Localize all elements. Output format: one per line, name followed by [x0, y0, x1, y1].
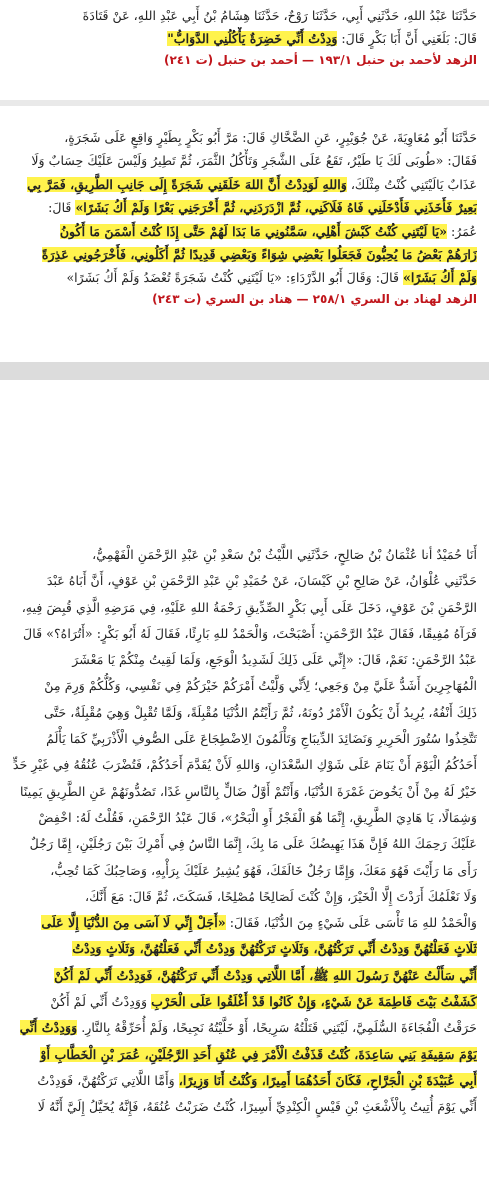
line-text: ذَلِكَ أَنْفُهُ، يُرِيدُ أَنْ يَكُونَ الْأَمْرُ دُونَهُ، ثُمَّ رَأَيْتُمُ الدُّنْيَا مُقْبِلَةً، وَلَمَّا تُقْبِلْ وَهِيَ مُقْبِلَةٌ، حَتَّى — [43, 704, 477, 720]
text-line — [12, 542, 477, 568]
line-text: الْمُهَاجِرِينَ أَشَدُّ عَلَيَّ مِنْ وَجَعِي؛ لِأَنِّي وَلَّيْتُ أَمْرَكُمْ خَيْرَكُمْ فِي نَفْسِي، وَكُلُّكُمْ وَرِمَ مِنْ — [44, 678, 477, 694]
line-text: عَذَابٌ يَالَيْتَنِي كُنْتُ مِثْلَكَ، — [346, 176, 477, 192]
highlighted-text: وَوَدِدْتُ أَنِّي — [19, 1020, 78, 1036]
excerpt-2-source: الزهد لهناد بن السري ٢٥٨/١ — هناد بن السري (ت ٢٤٣) — [152, 291, 477, 306]
text-line — [12, 647, 477, 673]
highlighted-text: يَوْمَ سَقِيفَةِ بَنِي سَاعِدَةَ، كُنْتُ قَذَفْتُ الْأَمْرَ فِي عُنُقِ أَحَدِ الرَّجُلَيْنِ، عُمَرَ بْنِ الْخَطَّابِ أَوْ — [40, 1046, 477, 1062]
divider — [0, 362, 489, 380]
text-line — [12, 831, 477, 857]
line-text: قَالَ: — [48, 200, 76, 216]
text-line — [12, 149, 477, 172]
line-text: خَيْرٌ لَهُ مِنْ أَنْ يَخُوضَ غَمْرَةَ الدُّنْيَا، وَأَنْتُمْ أَوَّلُ ضَالٍّ بِالنَّاسِ غَدًا، تَصُدُّونَهُمْ عَنِ الطَّرِيقِ يَمِينًا — [20, 783, 477, 799]
text-line — [12, 752, 477, 778]
highlighted-text: وَاللهِ لَوَدِدْتُ أَنَّ اللهَ خَلَقَنِي شَجَرَةً إِلَى جَانِبِ الطَّرِيقِ، فَمَرَّ بِي — [27, 176, 347, 192]
text-line — [12, 220, 477, 243]
line-text: عَبْدُ الرَّحْمَنِ: نَعَمْ، قَالَ: «إِنِّي عَلَى ذَلِكَ لَشَدِيدُ الْوَجَعِ، وَلَمَا لَقِيتُ مِنْكُمْ يَا مَعْشَرَ — [72, 652, 477, 668]
line-text: وَالْحَمْدُ للهِ مَا تَأْسَى عَلَى شَيْءٍ مِنَ الدُّنْيَا، فَقَالَ: — [225, 915, 477, 931]
text-line — [12, 1094, 477, 1120]
line-text: وَلَا نَعْلَمُكَ أَرَدْتَ إِلَّا الْخَيْرَ، وَإِنْ كُنْتَ لَصَالِحًا مُصْلِحًا، فَسَكَتَ، ثُمَّ قَالَ: مَعَ أَنَّكَ، — [84, 888, 477, 904]
highlighted-text: أَنِّي سَأَلْتُ عَنْهُنَّ رَسُولَ اللهِ ﷺ، أَمَّا اللَّاتِي وَدِدْتُ أَنِّي تَرَكْتُهُنَّ، فَوَدِدْتُ أَنِّي لَمْ أَكُنْ — [54, 967, 477, 983]
line-text: الرَّحْمَنِ بْنَ عَوْفٍ، دَخَلَ عَلَى أَبِي بَكْرٍ الصِّدِّيقِ رَحْمَةُ اللهِ عَلَيْهِ، فِي مَرَضِهِ الَّذِي قُبِضَ فِيهِ، — [21, 599, 477, 615]
text-line — [12, 595, 477, 621]
text-line — [12, 700, 477, 726]
text-line — [12, 963, 477, 989]
line-text: فَقَالَ: «طُوبَى لَكَ يَا طَيْرُ، تَقَعُ عَلَى الشَّجَرِ وَتَأْكُلُ الثَّمَرَ، ثُمَّ تَطِيرُ وَلَيْسَ عَلَيْكَ حِسَابٌ وَلَا — [31, 153, 477, 169]
text-line — [12, 884, 477, 910]
text-line — [12, 989, 477, 1015]
text-line — [12, 779, 477, 805]
text-line — [12, 805, 477, 831]
text-line — [12, 1068, 477, 1094]
excerpt-1-source: الزهد لأحمد بن حنبل ١٩٣/١ — أحمد بن حنبل (ت ٢٤١) — [163, 52, 477, 67]
line-text: حَدَّثَنَا عَبْدُ اللهِ، حَدَّثَنِي أَبِي، حَدَّثَنَا رَوْحٌ، حَدَّثَنَا هِشَامُ بْنُ أَبِي عَبْدِ اللهِ، عَنْ قَتَادَةَ — [82, 8, 477, 23]
text-line — [12, 621, 477, 647]
line-text: فَرَآهُ مُفِيقًا، فَقَالَ عَبْدُ الرَّحْمَنِ: أَصْبَحْتَ، وَالْحَمْدُ للهِ بَارِئًا، فَقَالَ لَهُ أَبُو بَكْرٍ: «أَتُرَاهُ؟» قَالَ — [23, 625, 477, 641]
line-text: وَشِمَالًا، يَا هَادِيَ الطَّرِيقِ، إِنَّمَا هُوَ الْفَجْرُ أَوِ الْبَحْرُ»، قَالَ عَبْدُ الرَّحْمَنِ، فَقُلْتُ لَهُ: اخْفِضْ — [38, 809, 477, 825]
line-text: حَرَقْتُ الْفُجَاءَةَ السُّلَمِيَّ، لَيْتَنِي قَتَلْتُهُ سَرِيحًا، أَوْ خَلَّيْتُهُ نَجِيحًا، وَلَمْ أُحَرِّقْهُ بِالنَّارِ. — [77, 1020, 477, 1036]
text-line — [12, 726, 477, 752]
highlighted-text: وَدِدْتُ أَنِّي خَضِرَةٌ يَأْكُلُنِي الدَّوَابُّ" — [167, 31, 338, 47]
line-text: تَتَّخِذُوا سُتُورَ الْحَرِيرِ وَنَضَائِدَ الدِّيبَاجِ وَتَأْلَمُونَ الِاضْطِجَاعَ عَلَى الصُّوفِ الْأَذْرَبِيِّ كَمَا يَأْلَمُ — [46, 731, 477, 747]
text-line — [12, 1015, 477, 1041]
line-text: رَأَى مَا رَأَيْتَ فَهُوَ مَعَكَ، وَإِمَّا رَجُلٌ خَالَفَكَ، فَهُوَ يُشِيرُ عَلَيْكَ بِرَأْيِهِ، وَصَاحِبُكَ كَمَا تُحِبُّ، — [50, 862, 477, 878]
text-line — [12, 568, 477, 594]
text-line — [12, 910, 477, 936]
highlighted-text: ثَلَاثٍ فَعَلْتُهُنَّ وَدِدْتُ أَنِّي تَرَكْتُهُنَّ، وَثَلَاثٍ تَرَكْتُهُنَّ وَدِدْتُ أَنِّي فَعَلْتُهُنَّ، وَثَلَاثٍ وَدِدْتُ — [72, 941, 477, 957]
text-line — [12, 243, 477, 266]
text-line — [12, 27, 477, 50]
text-line — [12, 173, 477, 196]
line-text: حَدَّثَنَا أَبُو مُعَاوِيَةَ، عَنْ جُوَيْبِرٍ، عَنِ الضَّحَّاكِ قَالَ: مَرَّ أَبُو بَكْرٍ بِطَيْرٍ وَاقِعٍ عَلَى شَجَرَةٍ، — [64, 130, 477, 145]
excerpt-panel-2 — [0, 106, 489, 362]
highlighted-text: «يَا لَيْتَنِي كُنْتُ كَبْشَ أَهْلِي، سَمَّنُونِي مَا بَدَا لَهُمْ حَتَّى إِذَا كُنْتُ أَسْمَنَ مَا أَكُونُ — [59, 223, 447, 239]
excerpt-panel-1 — [0, 0, 489, 100]
excerpt-panel-3 — [0, 380, 489, 1200]
line-text: وَأَمَّا اللَّاتِي تَرَكْتُهُنَّ، فَوَدِدْتُ — [37, 1072, 179, 1088]
line-text: قَالَ: وَقَالَ أَبُو الدَّرْدَاءِ: «يَا لَيْتَنِي كُنْتُ شَجَرَةً تُعْضَدُ وَلَمْ أَكُ بَشَرًا» — [66, 270, 403, 286]
line-text: أَنِّي يَوْمَ أُتِيتُ بِالْأَشْعَثِ بْنِ قَيْسٍ الْكِنْدِيِّ أَسِيرًا، كُنْتُ ضَرَبْتُ عُنُقَهُ، فَإِنَّهُ يُخَيَّلُ إِلَيَّ أَنَّهُ لَا — [37, 1099, 477, 1115]
text-line — [12, 1042, 477, 1068]
line-text: عُمَرُ: — [447, 223, 477, 239]
line-text: حَدَّثَنِي عُلْوَانُ، عَنْ صَالِحِ بْنِ كَيْسَانَ، عَنْ حُمَيْدِ بْنِ عَبْدِ الرَّحْمَنِ بْنِ عَوْفٍ، أَنَّ أَبَاهُ عَبْدَ — [46, 573, 477, 589]
highlighted-text: «أَجَلْ إِنِّي لَا آسَى مِنَ الدُّنْيَا إِلَّا عَلَى — [41, 915, 226, 931]
text-line — [12, 196, 477, 219]
text-line — [12, 936, 477, 962]
text-line — [12, 266, 477, 289]
line-text: وَوَدِدْتُ أَنِّي لَمْ أَكُنْ — [50, 994, 152, 1010]
line-text: قَالَ: بَلَغَنِي أَنَّ أَبَا بَكْرٍ قَالَ: — [337, 31, 477, 47]
text-line — [12, 673, 477, 699]
highlighted-text: بَعِيرٌ فَأَخَذَنِي فَأَدْخَلَنِي فَاهُ فَلَاكَنِي، ثُمَّ ازْدَرَدَنِي، ثُمَّ أَخْرَجَنِي بَعْرًا وَلَمْ أَكُ بَشَرًا» — [75, 200, 477, 216]
highlighted-text: زَارَهُمْ بَعْضُ مَا يُحِبُّونَ فَجَعَلُوا بَعْضِي شِوَاءً وَبَعْضِي قَدِيدًا ثُمَّ أَكَلُونِي، فَأَخْرَجُونِي عَذِرَةً — [41, 247, 477, 263]
text-line — [12, 858, 477, 884]
excerpt-2-text — [0, 106, 489, 290]
line-text: أَنَا حُمَيْدٌ أنا عُثْمَانُ بْنُ صَالِحٍ، حَدَّثَنِي اللَّيْثُ بْنُ سَعْدِ بْنِ عَبْدِ الرَّحْمَنِ الْفَهْمِيُّ، — [92, 547, 477, 562]
excerpt-3-text — [0, 380, 489, 1121]
highlighted-text: كَشَفْتُ بَيْتَ فَاطِمَةَ عَنْ شَيْءٍ، وَإِنْ كَانُوا قَدْ أَغْلَقُوا عَلَى الْحَرْبِ — [151, 994, 477, 1010]
text-line — [12, 4, 477, 27]
excerpt-1-text — [0, 0, 489, 51]
line-text: أَحَدُكُمُ الْيَوْمَ أَنْ يَنَامَ عَلَى شَوْكِ السَّعْدَانِ، وَاللهِ لَأَنْ يُقَدَّمَ أَحَدُكُمْ، فَتُضْرَبَ عُنُقُهُ فِي غَيْرِ حَدٍّ — [12, 757, 477, 773]
line-text: عَلَيْكَ رَحِمَكَ اللهُ فَإِنَّ هَذَا يَهِيضُكَ عَلَى مَا بِكَ، إِنَّمَا النَّاسُ فِي أَمْرِكَ بَيْنَ رَجُلَيْنِ، إِمَّا رَجُلٌ — [29, 836, 477, 852]
text-line — [12, 126, 477, 149]
highlighted-text: وَلَمْ أَكُ بَشَرًا» — [402, 270, 477, 286]
highlighted-text: أَبِي عُبَيْدَةَ بْنِ الْجَرَّاحِ، فَكَانَ أَحَدُهُمَا أَمِيرًا، وَكُنْتُ أَنَا وَزِيرًا، — [178, 1072, 477, 1088]
